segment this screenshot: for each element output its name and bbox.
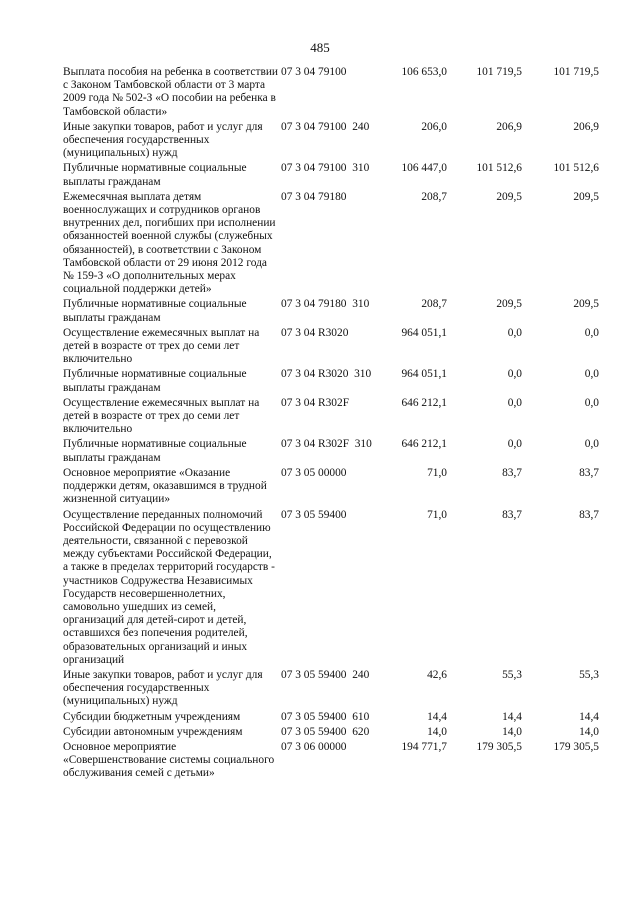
row-value-1: 42,6 bbox=[427, 668, 447, 681]
row-description: Осуществление ежемесячных выплат на детей в возрасте от трех до семи лет включительно bbox=[63, 326, 260, 366]
budget-table bbox=[0, 66, 640, 783]
row-description: Выплата пособия на ребенка в соответствии с Законом Тамбовской области от 3 марта 2009 года № 502-З «О пособии на ребенка в Тамбовской области» bbox=[63, 66, 279, 118]
row-value-2: 14,4 bbox=[502, 710, 522, 723]
row-code: 07 3 06 00000 bbox=[281, 740, 347, 753]
row-value-1: 646 212,1 bbox=[401, 438, 447, 451]
row-description: Субсидии автономным учреждениям bbox=[63, 725, 243, 738]
row-value-1: 14,0 bbox=[427, 725, 447, 738]
row-description: Публичные нормативные социальные выплаты гражданам bbox=[63, 368, 247, 394]
row-value-2: 83,7 bbox=[502, 508, 522, 521]
row-code: 07 3 04 R3020 bbox=[281, 326, 349, 339]
row-value-3: 206,9 bbox=[573, 120, 599, 133]
table-row bbox=[0, 368, 640, 394]
table-row bbox=[0, 191, 640, 297]
row-value-2: 0,0 bbox=[507, 396, 522, 409]
row-code: 07 3 04 R302F bbox=[281, 396, 350, 409]
table-row bbox=[0, 66, 640, 119]
row-value-3: 0,0 bbox=[584, 396, 599, 409]
row-value-2: 206,9 bbox=[496, 120, 522, 133]
row-code: 07 3 04 79100 240 bbox=[281, 120, 370, 133]
row-description: Публичные нормативные социальные выплаты гражданам bbox=[63, 438, 247, 464]
row-value-1: 964 051,1 bbox=[401, 326, 447, 339]
table-row bbox=[0, 162, 640, 188]
table-row bbox=[0, 327, 640, 367]
table-row bbox=[0, 669, 640, 709]
row-value-3: 101 719,5 bbox=[553, 66, 599, 78]
row-value-3: 0,0 bbox=[584, 368, 599, 381]
page-number: 485 bbox=[310, 40, 330, 55]
row-value-3: 179 305,5 bbox=[553, 740, 599, 753]
row-value-1: 194 771,7 bbox=[401, 740, 447, 753]
row-value-3: 209,5 bbox=[573, 190, 599, 203]
row-value-2: 101 512,6 bbox=[476, 162, 522, 175]
row-value-1: 208,7 bbox=[421, 298, 447, 311]
table-row bbox=[0, 121, 640, 161]
row-value-2: 55,3 bbox=[502, 668, 522, 681]
row-value-2: 83,7 bbox=[502, 466, 522, 479]
row-value-3: 209,5 bbox=[573, 298, 599, 311]
row-value-1: 106 653,0 bbox=[401, 66, 447, 78]
row-value-1: 206,0 bbox=[421, 120, 447, 133]
row-description: Иные закупки товаров, работ и услуг для обеспечения государственных (муниципальных) нужд bbox=[63, 668, 263, 708]
row-value-1: 964 051,1 bbox=[401, 368, 447, 381]
row-value-1: 71,0 bbox=[427, 508, 447, 521]
table-row bbox=[0, 298, 640, 324]
row-value-1: 646 212,1 bbox=[401, 396, 447, 409]
row-value-1: 208,7 bbox=[421, 190, 447, 203]
table-row bbox=[0, 726, 640, 739]
table-row bbox=[0, 711, 640, 724]
row-description: Осуществление переданных полномочий Российской Федерации по осуществлению деятельности, связанной с перевозкой между субъектами Российской Федерации, а также в пределах территорий государств - участников Содружества Независимых Государств несовершеннолетних, самовольно ушедших из семей, организаций для детей-сирот и детей, оставшихся без попечения родителей, образовательных организаций и иных организаций bbox=[63, 508, 275, 666]
row-value-2: 0,0 bbox=[507, 326, 522, 339]
row-code: 07 3 05 59400 610 bbox=[281, 710, 370, 723]
row-code: 07 3 05 00000 bbox=[281, 466, 347, 479]
row-value-3: 101 512,6 bbox=[553, 162, 599, 175]
table-row bbox=[0, 509, 640, 667]
table-row bbox=[0, 397, 640, 437]
row-value-3: 83,7 bbox=[579, 466, 599, 479]
row-value-1: 14,4 bbox=[427, 710, 447, 723]
row-code: 07 3 04 R3020 310 bbox=[281, 368, 372, 381]
row-description: Субсидии бюджетным учреждениям bbox=[63, 710, 241, 723]
row-value-1: 106 447,0 bbox=[401, 162, 447, 175]
row-value-3: 0,0 bbox=[584, 326, 599, 339]
row-description: Осуществление ежемесячных выплат на детей в возрасте от трех до семи лет включительно bbox=[63, 396, 260, 436]
row-description: Публичные нормативные социальные выплаты гражданам bbox=[63, 298, 247, 324]
row-value-3: 14,4 bbox=[579, 710, 599, 723]
table-row bbox=[0, 467, 640, 507]
row-value-2: 209,5 bbox=[496, 190, 522, 203]
row-code: 07 3 05 59400 620 bbox=[281, 725, 370, 738]
row-code: 07 3 04 79180 310 bbox=[281, 298, 370, 311]
row-code: 07 3 04 R302F 310 bbox=[281, 438, 372, 451]
row-value-2: 101 719,5 bbox=[476, 66, 522, 78]
row-code: 07 3 04 79100 310 bbox=[281, 162, 370, 175]
table-row bbox=[0, 741, 640, 781]
row-description: Основное мероприятие «Оказание поддержки детям, оказавшимся в трудной жизненной ситуации» bbox=[63, 466, 267, 506]
row-value-3: 14,0 bbox=[579, 725, 599, 738]
row-value-3: 55,3 bbox=[579, 668, 599, 681]
row-description: Публичные нормативные социальные выплаты гражданам bbox=[63, 162, 247, 188]
row-code: 07 3 05 59400 240 bbox=[281, 668, 370, 681]
row-value-2: 0,0 bbox=[507, 438, 522, 451]
table-row bbox=[0, 438, 640, 464]
row-value-2: 0,0 bbox=[507, 368, 522, 381]
row-description: Иные закупки товаров, работ и услуг для обеспечения государственных (муниципальных) нужд bbox=[63, 120, 263, 160]
row-value-2: 14,0 bbox=[502, 725, 522, 738]
row-description: Основное мероприятие «Совершенствование системы социального обслуживания семей с детьми» bbox=[63, 740, 275, 780]
row-value-1: 71,0 bbox=[427, 466, 447, 479]
row-value-2: 209,5 bbox=[496, 298, 522, 311]
row-code: 07 3 05 59400 bbox=[281, 508, 347, 521]
row-code: 07 3 04 79100 bbox=[281, 66, 347, 78]
row-value-3: 0,0 bbox=[584, 438, 599, 451]
row-description: Ежемесячная выплата детям военнослужащих и сотрудников органов внутренних дел, погибших при исполнении обязанностей военной службы (служебных обязанностей), в соответствии с Законом Тамбовской области от 29 июня 2012 года № 159-З «О дополнительных мерах социальной поддержки детей» bbox=[63, 190, 276, 296]
row-value-3: 83,7 bbox=[579, 508, 599, 521]
row-value-2: 179 305,5 bbox=[476, 740, 522, 753]
row-code: 07 3 04 79180 bbox=[281, 190, 347, 203]
